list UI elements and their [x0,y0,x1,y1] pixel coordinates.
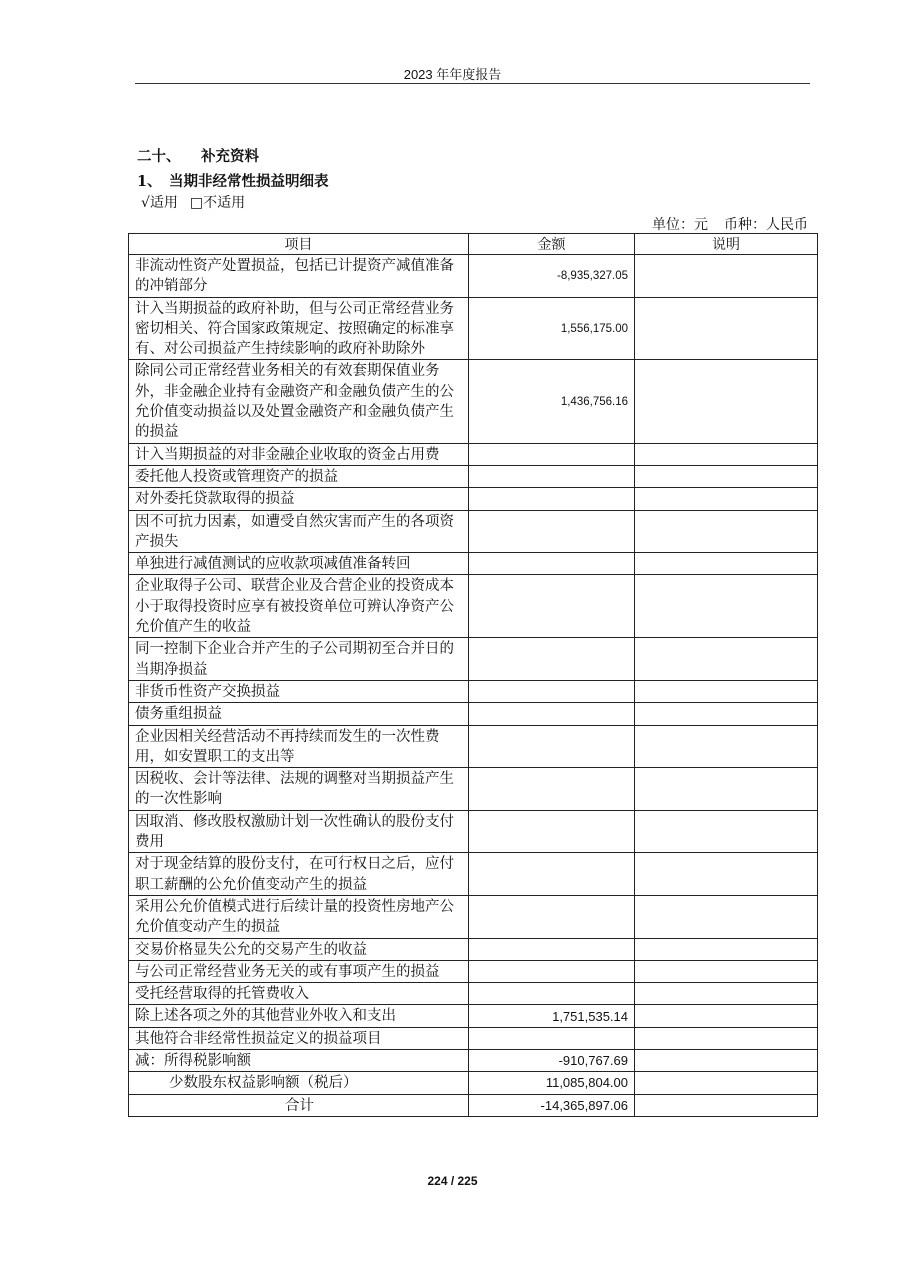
table-row [129,768,818,811]
cell-item: 因税收、会计等法律、法规的调整对当期损益产生的一次性影响 [129,768,469,811]
table-row [129,488,818,510]
cell-amount [469,853,635,896]
column-header-note: 说明 [635,234,818,255]
cell-amount [469,983,635,1005]
cell-item: 因取消、修改股权激励计划一次性确认的股份支付费用 [129,810,469,853]
cell-note [635,465,818,487]
cell-amount [469,443,635,465]
cell-amount [469,1027,635,1049]
cell-amount [469,810,635,853]
cell-note [635,703,818,725]
applicable-checked: √适用 [141,195,178,211]
cell-item: 合计 [129,1094,469,1116]
cell-note [635,575,818,638]
cell-item: 少数股东权益影响额（税后） [129,1072,469,1094]
cell-note [635,1094,818,1116]
cell-note [635,360,818,443]
cell-item: 同一控制下企业合并产生的子公司期初至合并日的当期净损益 [129,638,469,681]
cell-item: 非流动性资产处置损益，包括已计提资产减值准备的冲销部分 [129,255,469,298]
cell-note [635,1027,818,1049]
table-row [129,680,818,702]
table-row [129,810,818,853]
cell-note [635,725,818,768]
cell-item: 非货币性资产交换损益 [129,680,469,702]
cell-note [635,895,818,938]
table-row [129,638,818,681]
cell-note [635,510,818,553]
table-header-row [129,234,818,255]
column-header-item: 项目 [129,234,469,255]
section-title: 补充资料 [201,148,259,165]
table-row [129,297,818,360]
cell-item: 除同公司正常经营业务相关的有效套期保值业务外，非金融企业持有金融资产和金融负债产生的公允价值变动损益以及处置金融资产和金融负债产生的损益 [129,360,469,443]
table-row [129,255,818,298]
cell-amount [469,510,635,553]
table-row [129,553,818,575]
cell-item: 单独进行减值测试的应收款项减值准备转回 [129,553,469,575]
cell-amount [469,680,635,702]
cell-item: 债务重组损益 [129,703,469,725]
cell-amount: 1,751,535.14 [469,1005,635,1027]
cell-item: 减：所得税影响额 [129,1049,469,1071]
currency-label: 币种：人民币 [724,217,808,233]
cell-amount [469,638,635,681]
cell-item: 计入当期损益的政府补助，但与公司正常经营业务密切相关、符合国家政策规定、按照确定的标准享有、对公司损益产生持续影响的政府补助除外 [129,297,469,360]
column-header-amount: 金额 [469,234,635,255]
table-row [129,938,818,960]
cell-note [635,1005,818,1027]
cell-amount [469,488,635,510]
cell-amount: -8,935,327.05 [469,255,635,298]
cell-item: 与公司正常经营业务无关的或有事项产生的损益 [129,960,469,982]
cell-amount [469,768,635,811]
table-row [129,853,818,896]
cell-amount [469,465,635,487]
table-row [129,465,818,487]
table-row [129,725,818,768]
cell-item: 采用公允价值模式进行后续计量的投资性房地产公允价值变动产生的损益 [129,895,469,938]
table-row [129,1072,818,1094]
cell-amount [469,895,635,938]
table-row [129,983,818,1005]
page-number: 224 / 225 [427,1174,478,1188]
unit-currency-line [652,214,808,234]
cell-amount: 1,556,175.00 [469,297,635,360]
cell-amount: 11,085,804.00 [469,1072,635,1094]
section-number: 二十、 [137,148,181,165]
non-recurring-gains-losses-table [128,233,818,1117]
cell-note [635,810,818,853]
table-row [129,1094,818,1116]
table-row [129,1027,818,1049]
table-row [129,575,818,638]
applicability-options [141,192,245,212]
table-row [129,443,818,465]
cell-note [635,443,818,465]
cell-amount: -910,767.69 [469,1049,635,1071]
cell-note [635,1049,818,1071]
cell-amount [469,725,635,768]
subsection-title: 当期非经常性损益明细表 [169,173,329,190]
section-heading [137,145,259,166]
table-row [129,895,818,938]
cell-amount: -14,365,897.06 [469,1094,635,1116]
cell-amount [469,938,635,960]
cell-amount [469,553,635,575]
table-row [129,1005,818,1027]
report-header-title: 2023 年年度报告 [403,67,502,82]
cell-note [635,255,818,298]
subsection-number: 1、 [137,173,162,190]
cell-note [635,488,818,510]
table-row [129,703,818,725]
cell-item: 对外委托贷款取得的损益 [129,488,469,510]
cell-amount [469,575,635,638]
cell-note [635,938,818,960]
cell-note [635,680,818,702]
unit-label: 单位：元 [652,217,708,233]
cell-item: 委托他人投资或管理资产的损益 [129,465,469,487]
table-row [129,510,818,553]
cell-note [635,983,818,1005]
cell-amount [469,703,635,725]
cell-note [635,768,818,811]
cell-item: 计入当期损益的对非金融企业收取的资金占用费 [129,443,469,465]
not-applicable-unchecked: □不适用 [189,195,246,211]
cell-item: 其他符合非经常性损益定义的损益项目 [129,1027,469,1049]
cell-item: 对于现金结算的股份支付，在可行权日之后，应付职工薪酬的公允价值变动产生的损益 [129,853,469,896]
cell-item: 除上述各项之外的其他营业外收入和支出 [129,1005,469,1027]
table-row [129,960,818,982]
cell-item: 受托经营取得的托管费收入 [129,983,469,1005]
table-row [129,360,818,443]
cell-note [635,638,818,681]
cell-item: 因不可抗力因素，如遭受自然灾害而产生的各项资产损失 [129,510,469,553]
cell-note [635,553,818,575]
cell-item: 企业取得子公司、联营企业及合营企业的投资成本小于取得投资时应享有被投资单位可辨认净资产公允价值产生的收益 [129,575,469,638]
cell-note [635,1072,818,1094]
table-row [129,1049,818,1071]
header-divider [135,83,810,84]
cell-item: 交易价格显失公允的交易产生的收益 [129,938,469,960]
cell-amount: 1,436,756.16 [469,360,635,443]
cell-amount [469,960,635,982]
cell-note [635,297,818,360]
cell-item: 企业因相关经营活动不再持续而发生的一次性费用，如安置职工的支出等 [129,725,469,768]
cell-note [635,853,818,896]
subsection-heading [137,170,329,191]
cell-note [635,960,818,982]
